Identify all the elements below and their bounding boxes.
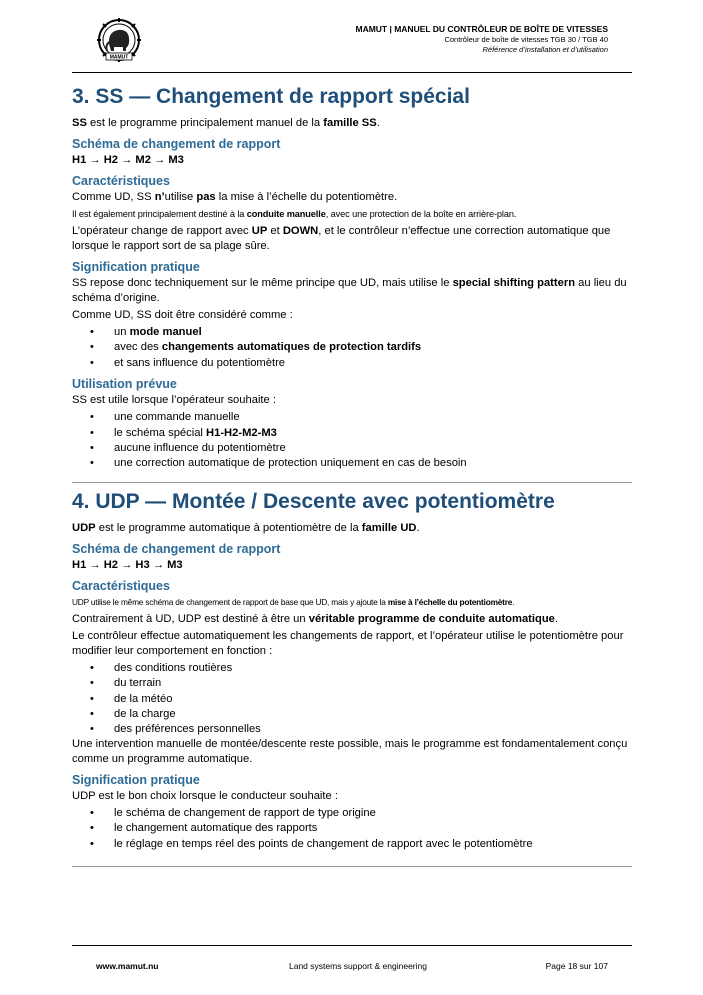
section-3-sig-2: Comme UD, SS doit être considéré comme : xyxy=(72,309,293,321)
section-3-intro: SS est le programme principalement manuel de la famille SS. xyxy=(72,117,380,129)
mamut-logo xyxy=(94,18,144,64)
header-text xyxy=(355,24,608,55)
section-4-schema: H1 → H2 → H3 → M3 xyxy=(72,558,183,571)
footer-page-number: Page 18 sur 107 xyxy=(545,961,608,971)
section-3-heading: 3. SS — Changement de rapport spécial xyxy=(72,85,470,108)
list-item: • de la météo xyxy=(72,692,632,707)
section-4-schema-heading: Schéma de changement de rapport xyxy=(72,541,281,556)
list-item: • le schéma de changement de rapport de type origine xyxy=(72,806,632,821)
section-3-carac-3: L’opérateur change de rapport avec UP et DOWN, et le contrôleur n’effectue une correction automatique que lorsque le rapport sort de sa plage sûre. xyxy=(72,225,611,252)
section-4-carac-list xyxy=(72,661,632,738)
section-4-carac-1: UDP utilise le même schéma de changement de rapport de base que UD, mais y ajoute la mise à l’échelle du potentiomètre. xyxy=(72,596,515,607)
section-divider xyxy=(72,482,632,483)
list-item: • le schéma spécial H1-H2-M2-M3 xyxy=(72,426,632,441)
section-4-carac-3: Le contrôleur effectue automatiquement les changements de rapport, et l’opérateur utilise le potentiomètre pour modifier leur comportement en fonction : xyxy=(72,629,624,657)
list-item: • du terrain xyxy=(72,676,632,691)
section-4-carac-heading: Caractéristiques xyxy=(72,578,170,593)
section-3-schema-heading: Schéma de changement de rapport xyxy=(72,137,281,151)
section-3-sig-heading: Signification pratique xyxy=(72,260,200,274)
list-item: • et sans influence du potentiomètre xyxy=(72,356,632,371)
list-item: • un mode manuel xyxy=(72,325,632,340)
section-4-sig-list xyxy=(72,806,632,852)
section-4-carac-2: Contrairement à UD, UDP est destiné à être un véritable programme de conduite automatique. xyxy=(72,612,559,625)
header-title: MAMUT | MANUEL DU CONTRÔLEUR DE BOÎTE DE VITESSES xyxy=(355,24,608,34)
header-subtitle-2: Référence d’installation et d’utilisation xyxy=(482,45,608,54)
section-4-sig-1: UDP est le bon choix lorsque le conducteur souhaite : xyxy=(72,789,338,802)
section-3-carac-heading: Caractéristiques xyxy=(72,174,170,188)
list-item: • des conditions routières xyxy=(72,661,632,676)
list-item: • avec des changements automatiques de protection tardifs xyxy=(72,340,632,355)
header-subtitle: Contrôleur de boîte de vitesses TGB 30 / TGB 40 xyxy=(444,35,608,44)
list-item: • une correction automatique de protection uniquement en cas de besoin xyxy=(72,456,632,471)
page-footer xyxy=(72,945,632,976)
section-3-carac-1: Comme UD, SS n’utilise pas la mise à l’échelle du potentiomètre. xyxy=(72,191,398,203)
section-3-util-heading: Utilisation prévue xyxy=(72,377,177,392)
section-4-sig-heading: Signification pratique xyxy=(72,772,200,787)
list-item: • le réglage en temps réel des points de changement de rapport avec le potentiomètre xyxy=(72,837,632,852)
section-4-intro: UDP est le programme automatique à potentiomètre de la famille UD. xyxy=(72,521,420,534)
footer-website: www.mamut.nu xyxy=(96,961,159,971)
section-3-util-1: SS est utile lorsque l’opérateur souhaite : xyxy=(72,394,276,407)
section-3-carac-2: Il est également principalement destiné à la conduite manuelle, avec une protection de la boîte en arrière-plan. xyxy=(72,209,517,219)
section-3-schema: H1 → H2 → M2 → M3 xyxy=(72,154,184,166)
section-4-carac-4: Une intervention manuelle de montée/descente reste possible, mais le programme est fondamentalement conçu comme un programme automatique. xyxy=(72,737,628,765)
page-header xyxy=(72,16,632,73)
list-item: • aucune influence du potentiomètre xyxy=(72,441,632,456)
list-item: • de la charge xyxy=(72,707,632,722)
section-3-sig-list xyxy=(72,325,632,371)
section-divider xyxy=(72,866,632,867)
page-content xyxy=(72,80,632,873)
list-item: • des préférences personnelles xyxy=(72,722,632,737)
footer-tagline: Land systems support & engineering xyxy=(289,961,427,971)
list-item: • le changement automatique des rapports xyxy=(72,821,632,836)
section-4-heading: 4. UDP — Montée / Descente avec potentiomètre xyxy=(72,489,555,513)
section-3-sig-1: SS repose donc techniquement sur le même principe que UD, mais utilise le special shifting pattern au lieu du schéma d’origine. xyxy=(72,277,627,304)
section-3-util-list xyxy=(72,410,632,472)
list-item: • une commande manuelle xyxy=(72,410,632,425)
logo-text: MAMUT xyxy=(109,54,129,61)
